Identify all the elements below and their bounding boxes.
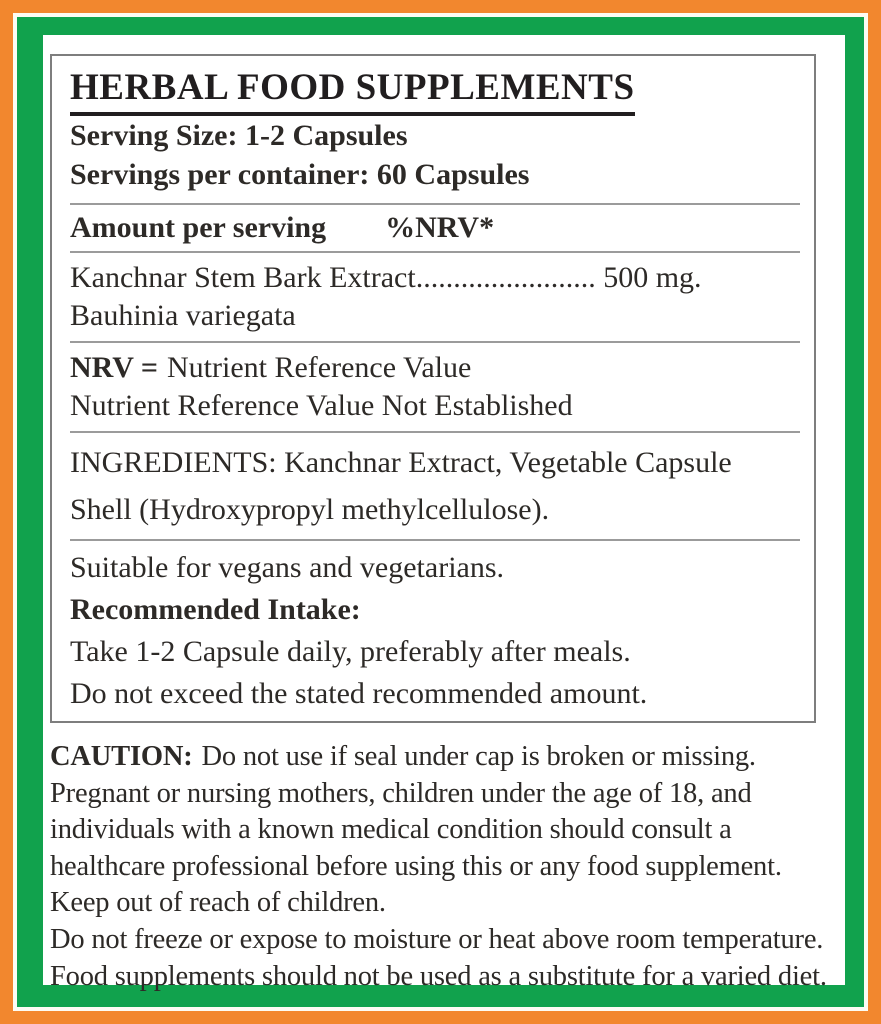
nrv-prefix: NRV = xyxy=(70,351,158,384)
caution-line-1-text: Do not use if seal under cap is broken or missing. xyxy=(201,741,756,772)
nrv-note-row: Nutrient Reference Value Not Established xyxy=(70,389,573,422)
servings-per-container-row: Servings per container: 60 Capsules xyxy=(70,158,530,191)
caution-line-4: healthcare professional before using this or any food supplement. xyxy=(50,850,782,882)
nrv-definition-text: Nutrient Reference Value xyxy=(167,351,472,384)
supplement-facts-panel xyxy=(50,54,816,723)
ingredients-section xyxy=(70,431,800,539)
intake-line-2: Do not exceed the stated recommended amount. xyxy=(70,677,648,710)
suitable-note-row: Suitable for vegans and vegetarians. xyxy=(70,551,505,584)
caution-line-2: Pregnant or nursing mothers, children under the age of 18, and xyxy=(50,777,752,809)
botanical-name-row: Bauhinia variegata xyxy=(70,299,296,332)
amount-header-section xyxy=(70,203,800,251)
caution-label: CAUTION: xyxy=(50,741,193,772)
caution-line-7: Food supplements should not be used as a substitute for a varied diet. xyxy=(50,960,827,992)
panel-title-text: HERBAL FOOD SUPPLEMENTS xyxy=(70,66,635,116)
panel-title xyxy=(70,66,800,116)
nrv-percent-header: %NRV* xyxy=(385,211,495,244)
ingredients-line-2: Shell (Hydroxypropyl methylcellulose). xyxy=(70,493,550,526)
ingredient-amount-row: Kanchnar Stem Bark Extract........................ 500 mg. xyxy=(70,261,702,294)
ingredients-line-1: INGREDIENTS: Kanchnar Extract, Vegetable Capsule xyxy=(70,446,732,479)
nrv-definition-row xyxy=(70,349,800,387)
panel-header-section xyxy=(70,56,800,203)
caution-line-1 xyxy=(50,739,845,776)
serving-size-row: Serving Size: 1-2 Capsules xyxy=(70,119,408,152)
ingredient-amount-section xyxy=(70,251,800,341)
amount-per-serving-header: Amount per serving xyxy=(70,211,327,244)
label-background xyxy=(43,35,845,992)
caution-line-6: Do not freeze or expose to moisture or heat above room temperature. xyxy=(50,923,824,955)
intake-line-1: Take 1-2 Capsule daily, preferably after meals. xyxy=(70,635,631,668)
caution-block xyxy=(50,739,845,995)
caution-line-5: Keep out of reach of children. xyxy=(50,887,386,919)
caution-line-3: individuals with a known medical condition should consult a xyxy=(50,814,732,846)
nrv-definition-section xyxy=(70,341,800,431)
recommended-intake-label: Recommended Intake: xyxy=(70,593,361,626)
intake-section xyxy=(70,539,800,721)
